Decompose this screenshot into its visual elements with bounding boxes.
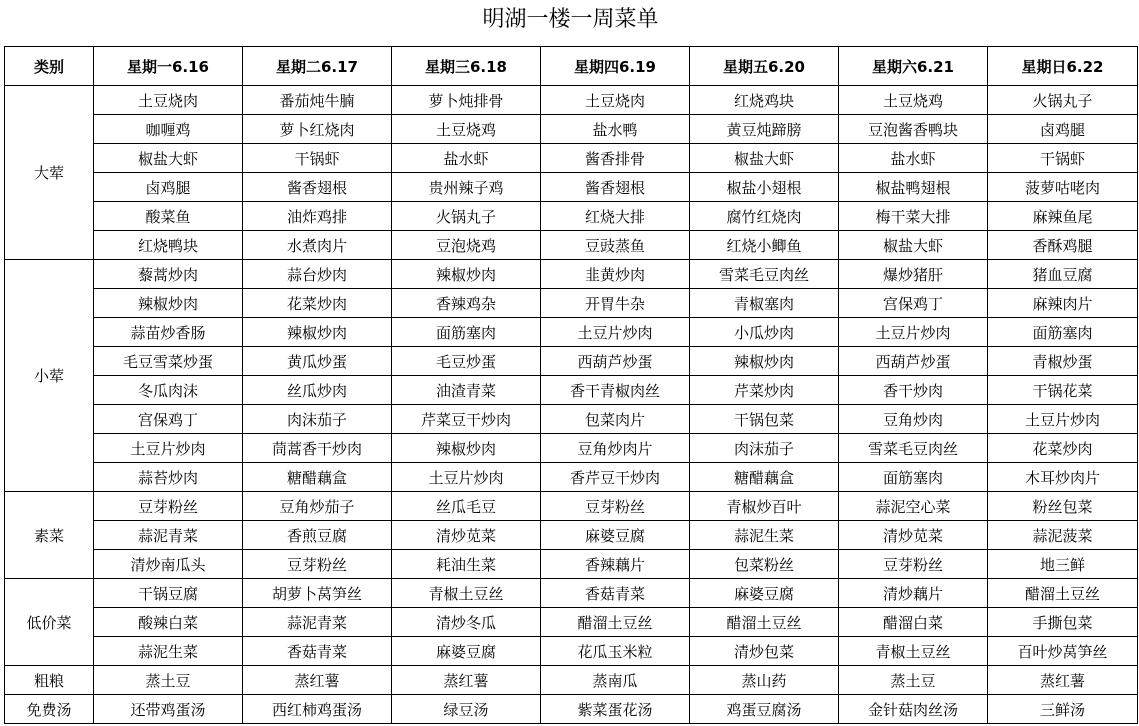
- dish-cell: 蒜泥空心菜: [839, 492, 988, 521]
- dish-cell: 椒盐小翅根: [690, 173, 839, 202]
- menu-body: [5, 86, 1138, 724]
- dish-cell: 西红柿鸡蛋汤: [243, 695, 392, 724]
- dish-cell: 辣椒炒肉: [690, 347, 839, 376]
- dish-cell: 醋溜土豆丝: [690, 608, 839, 637]
- dish-cell: 花菜炒肉: [243, 289, 392, 318]
- dish-cell: 豆芽粉丝: [541, 492, 690, 521]
- table-row: [5, 405, 1138, 434]
- dish-cell: 香菇青菜: [541, 579, 690, 608]
- table-row: [5, 695, 1138, 724]
- table-row: [5, 347, 1138, 376]
- dish-cell: 清炒苋菜: [392, 521, 541, 550]
- dish-cell: 黄瓜炒蛋: [243, 347, 392, 376]
- dish-cell: 面筋塞肉: [839, 463, 988, 492]
- category-label: 大荤: [5, 86, 94, 260]
- dish-cell: 青椒炒百叶: [690, 492, 839, 521]
- dish-cell: 丝瓜毛豆: [392, 492, 541, 521]
- dish-cell: 椒盐大虾: [839, 231, 988, 260]
- dish-cell: 三鲜汤: [988, 695, 1138, 724]
- dish-cell: 雪菜毛豆肉丝: [839, 434, 988, 463]
- header-day: 星期二6.17: [243, 47, 392, 86]
- dish-cell: 醋溜白菜: [839, 608, 988, 637]
- dish-cell: 香酥鸡腿: [988, 231, 1138, 260]
- dish-cell: 蒸红薯: [243, 666, 392, 695]
- dish-cell: 蒜泥菠菜: [988, 521, 1138, 550]
- table-row: [5, 666, 1138, 695]
- dish-cell: 蒸红薯: [392, 666, 541, 695]
- dish-cell: 耗油生菜: [392, 550, 541, 579]
- dish-cell: 糖醋藕盒: [690, 463, 839, 492]
- dish-cell: 还带鸡蛋汤: [94, 695, 243, 724]
- header-day: 星期日6.22: [988, 47, 1138, 86]
- dish-cell: 梅干菜大排: [839, 202, 988, 231]
- dish-cell: 蒜泥生菜: [94, 637, 243, 666]
- dish-cell: 红烧鸡块: [690, 86, 839, 115]
- dish-cell: 爆炒猪肝: [839, 260, 988, 289]
- dish-cell: 卤鸡腿: [94, 173, 243, 202]
- table-row: [5, 463, 1138, 492]
- dish-cell: 萝卜炖排骨: [392, 86, 541, 115]
- dish-cell: 青椒炒蛋: [988, 347, 1138, 376]
- dish-cell: 油炸鸡排: [243, 202, 392, 231]
- header-day: 星期四6.19: [541, 47, 690, 86]
- dish-cell: 麻婆豆腐: [541, 521, 690, 550]
- dish-cell: 贵州辣子鸡: [392, 173, 541, 202]
- dish-cell: 火锅丸子: [392, 202, 541, 231]
- table-row: [5, 637, 1138, 666]
- dish-cell: 干锅虾: [988, 144, 1138, 173]
- table-row: [5, 579, 1138, 608]
- dish-cell: 酱香翅根: [541, 173, 690, 202]
- dish-cell: 清炒冬瓜: [392, 608, 541, 637]
- dish-cell: 香辣鸡杂: [392, 289, 541, 318]
- dish-cell: 腐竹红烧肉: [690, 202, 839, 231]
- table-row: [5, 260, 1138, 289]
- dish-cell: 油渣青菜: [392, 376, 541, 405]
- dish-cell: 西葫芦炒蛋: [541, 347, 690, 376]
- dish-cell: 绿豆汤: [392, 695, 541, 724]
- weekly-menu-table: [4, 46, 1138, 724]
- dish-cell: 芹菜炒肉: [690, 376, 839, 405]
- dish-cell: 蒜泥青菜: [94, 521, 243, 550]
- table-row: [5, 289, 1138, 318]
- table-row: [5, 173, 1138, 202]
- dish-cell: 椒盐大虾: [690, 144, 839, 173]
- dish-cell: 豆芽粉丝: [243, 550, 392, 579]
- dish-cell: 土豆片炒肉: [541, 318, 690, 347]
- dish-cell: 韭黄炒肉: [541, 260, 690, 289]
- dish-cell: 盐水虾: [392, 144, 541, 173]
- table-row: [5, 144, 1138, 173]
- dish-cell: 酸菜鱼: [94, 202, 243, 231]
- dish-cell: 藜蒿炒肉: [94, 260, 243, 289]
- dish-cell: 红烧鸭块: [94, 231, 243, 260]
- dish-cell: 醋溜土豆丝: [988, 579, 1138, 608]
- table-row: [5, 608, 1138, 637]
- dish-cell: 酱香翅根: [243, 173, 392, 202]
- menu-page: [2, 0, 1139, 726]
- dish-cell: 面筋塞肉: [392, 318, 541, 347]
- dish-cell: 土豆烧肉: [94, 86, 243, 115]
- dish-cell: 香干炒肉: [839, 376, 988, 405]
- dish-cell: 肉沫茄子: [243, 405, 392, 434]
- dish-cell: 肉沫茄子: [690, 434, 839, 463]
- dish-cell: 粉丝包菜: [988, 492, 1138, 521]
- table-row: [5, 434, 1138, 463]
- dish-cell: 香菇青菜: [243, 637, 392, 666]
- dish-cell: 毛豆炒蛋: [392, 347, 541, 376]
- table-row: [5, 231, 1138, 260]
- dish-cell: 火锅丸子: [988, 86, 1138, 115]
- dish-cell: 麻辣肉片: [988, 289, 1138, 318]
- dish-cell: 包菜肉片: [541, 405, 690, 434]
- dish-cell: 蒜台炒肉: [243, 260, 392, 289]
- dish-cell: 宫保鸡丁: [94, 405, 243, 434]
- dish-cell: 菠萝咕咾肉: [988, 173, 1138, 202]
- dish-cell: 干锅花菜: [988, 376, 1138, 405]
- table-row: [5, 318, 1138, 347]
- dish-cell: 辣椒炒肉: [392, 434, 541, 463]
- dish-cell: 猪血豆腐: [988, 260, 1138, 289]
- dish-cell: 木耳炒肉片: [988, 463, 1138, 492]
- dish-cell: 芹菜豆干炒肉: [392, 405, 541, 434]
- dish-cell: 糖醋藕盒: [243, 463, 392, 492]
- table-row: [5, 115, 1138, 144]
- dish-cell: 香辣藕片: [541, 550, 690, 579]
- dish-cell: 冬瓜肉沫: [94, 376, 243, 405]
- dish-cell: 豆泡烧鸡: [392, 231, 541, 260]
- dish-cell: 蒜苗炒香肠: [94, 318, 243, 347]
- dish-cell: 盐水鸭: [541, 115, 690, 144]
- dish-cell: 黄豆炖蹄膀: [690, 115, 839, 144]
- dish-cell: 西葫芦炒蛋: [839, 347, 988, 376]
- dish-cell: 丝瓜炒肉: [243, 376, 392, 405]
- table-row: [5, 376, 1138, 405]
- dish-cell: 土豆片炒肉: [94, 434, 243, 463]
- dish-cell: 花瓜玉米粒: [541, 637, 690, 666]
- dish-cell: 金针菇肉丝汤: [839, 695, 988, 724]
- dish-cell: 地三鲜: [988, 550, 1138, 579]
- dish-cell: 酸辣白菜: [94, 608, 243, 637]
- category-label: 粗粮: [5, 666, 94, 695]
- dish-cell: 麻辣鱼尾: [988, 202, 1138, 231]
- dish-cell: 土豆烧鸡: [839, 86, 988, 115]
- dish-cell: 蒸红薯: [988, 666, 1138, 695]
- dish-cell: 花菜炒肉: [988, 434, 1138, 463]
- category-label: 素菜: [5, 492, 94, 579]
- dish-cell: 干锅豆腐: [94, 579, 243, 608]
- table-row: [5, 521, 1138, 550]
- dish-cell: 红烧小鲫鱼: [690, 231, 839, 260]
- dish-cell: 椒盐大虾: [94, 144, 243, 173]
- dish-cell: 青椒土豆丝: [839, 637, 988, 666]
- dish-cell: 百叶炒莴笋丝: [988, 637, 1138, 666]
- header-category: 类别: [5, 47, 94, 86]
- dish-cell: 手撕包菜: [988, 608, 1138, 637]
- dish-cell: 青椒土豆丝: [392, 579, 541, 608]
- dish-cell: 蒜泥生菜: [690, 521, 839, 550]
- dish-cell: 面筋塞肉: [988, 318, 1138, 347]
- dish-cell: 紫菜蛋花汤: [541, 695, 690, 724]
- dish-cell: 土豆片炒肉: [839, 318, 988, 347]
- dish-cell: 香煎豆腐: [243, 521, 392, 550]
- dish-cell: 胡萝卜莴笋丝: [243, 579, 392, 608]
- category-label: 免费汤: [5, 695, 94, 724]
- table-row: [5, 550, 1138, 579]
- dish-cell: 清炒苋菜: [839, 521, 988, 550]
- table-row: [5, 86, 1138, 115]
- dish-cell: 香芹豆干炒肉: [541, 463, 690, 492]
- dish-cell: 香干青椒肉丝: [541, 376, 690, 405]
- dish-cell: 蒸山药: [690, 666, 839, 695]
- dish-cell: 土豆烧肉: [541, 86, 690, 115]
- dish-cell: 蒜泥青菜: [243, 608, 392, 637]
- header-day: 星期六6.21: [839, 47, 988, 86]
- header-day: 星期五6.20: [690, 47, 839, 86]
- dish-cell: 麻婆豆腐: [690, 579, 839, 608]
- header-day: 星期三6.18: [392, 47, 541, 86]
- dish-cell: 豆角炒肉: [839, 405, 988, 434]
- dish-cell: 盐水虾: [839, 144, 988, 173]
- dish-cell: 水煮肉片: [243, 231, 392, 260]
- dish-cell: 土豆烧鸡: [392, 115, 541, 144]
- page-title: 明湖一楼一周菜单: [482, 7, 659, 32]
- dish-cell: 鸡蛋豆腐汤: [690, 695, 839, 724]
- dish-cell: 酱香排骨: [541, 144, 690, 173]
- dish-cell: 清炒藕片: [839, 579, 988, 608]
- dish-cell: 豆角炒茄子: [243, 492, 392, 521]
- dish-cell: 干锅包菜: [690, 405, 839, 434]
- dish-cell: 豆芽粉丝: [94, 492, 243, 521]
- dish-cell: 开胃牛杂: [541, 289, 690, 318]
- category-label: 低价菜: [5, 579, 94, 666]
- dish-cell: 豆泡酱香鸭块: [839, 115, 988, 144]
- header-row: [5, 47, 1138, 86]
- dish-cell: 青椒塞肉: [690, 289, 839, 318]
- dish-cell: 包菜粉丝: [690, 550, 839, 579]
- dish-cell: 豆角炒肉片: [541, 434, 690, 463]
- dish-cell: 辣椒炒肉: [94, 289, 243, 318]
- dish-cell: 茼蒿香干炒肉: [243, 434, 392, 463]
- dish-cell: 番茄炖牛腩: [243, 86, 392, 115]
- dish-cell: 辣椒炒肉: [392, 260, 541, 289]
- dish-cell: 蒸土豆: [94, 666, 243, 695]
- dish-cell: 毛豆雪菜炒蛋: [94, 347, 243, 376]
- dish-cell: 咖喱鸡: [94, 115, 243, 144]
- header-day: 星期一6.16: [94, 47, 243, 86]
- dish-cell: 土豆片炒肉: [988, 405, 1138, 434]
- dish-cell: 土豆片炒肉: [392, 463, 541, 492]
- dish-cell: 干锅虾: [243, 144, 392, 173]
- dish-cell: 雪菜毛豆肉丝: [690, 260, 839, 289]
- dish-cell: 蒸土豆: [839, 666, 988, 695]
- dish-cell: 卤鸡腿: [988, 115, 1138, 144]
- dish-cell: 蒸南瓜: [541, 666, 690, 695]
- dish-cell: 醋溜土豆丝: [541, 608, 690, 637]
- dish-cell: 清炒包菜: [690, 637, 839, 666]
- table-row: [5, 202, 1138, 231]
- dish-cell: 红烧大排: [541, 202, 690, 231]
- dish-cell: 清炒南瓜头: [94, 550, 243, 579]
- dish-cell: 小瓜炒肉: [690, 318, 839, 347]
- table-row: [5, 492, 1138, 521]
- dish-cell: 萝卜红烧肉: [243, 115, 392, 144]
- dish-cell: 蒜苔炒肉: [94, 463, 243, 492]
- dish-cell: 辣椒炒肉: [243, 318, 392, 347]
- dish-cell: 豆豉蒸鱼: [541, 231, 690, 260]
- dish-cell: 豆芽粉丝: [839, 550, 988, 579]
- dish-cell: 麻婆豆腐: [392, 637, 541, 666]
- category-label: 小荤: [5, 260, 94, 492]
- dish-cell: 宫保鸡丁: [839, 289, 988, 318]
- dish-cell: 椒盐鸭翅根: [839, 173, 988, 202]
